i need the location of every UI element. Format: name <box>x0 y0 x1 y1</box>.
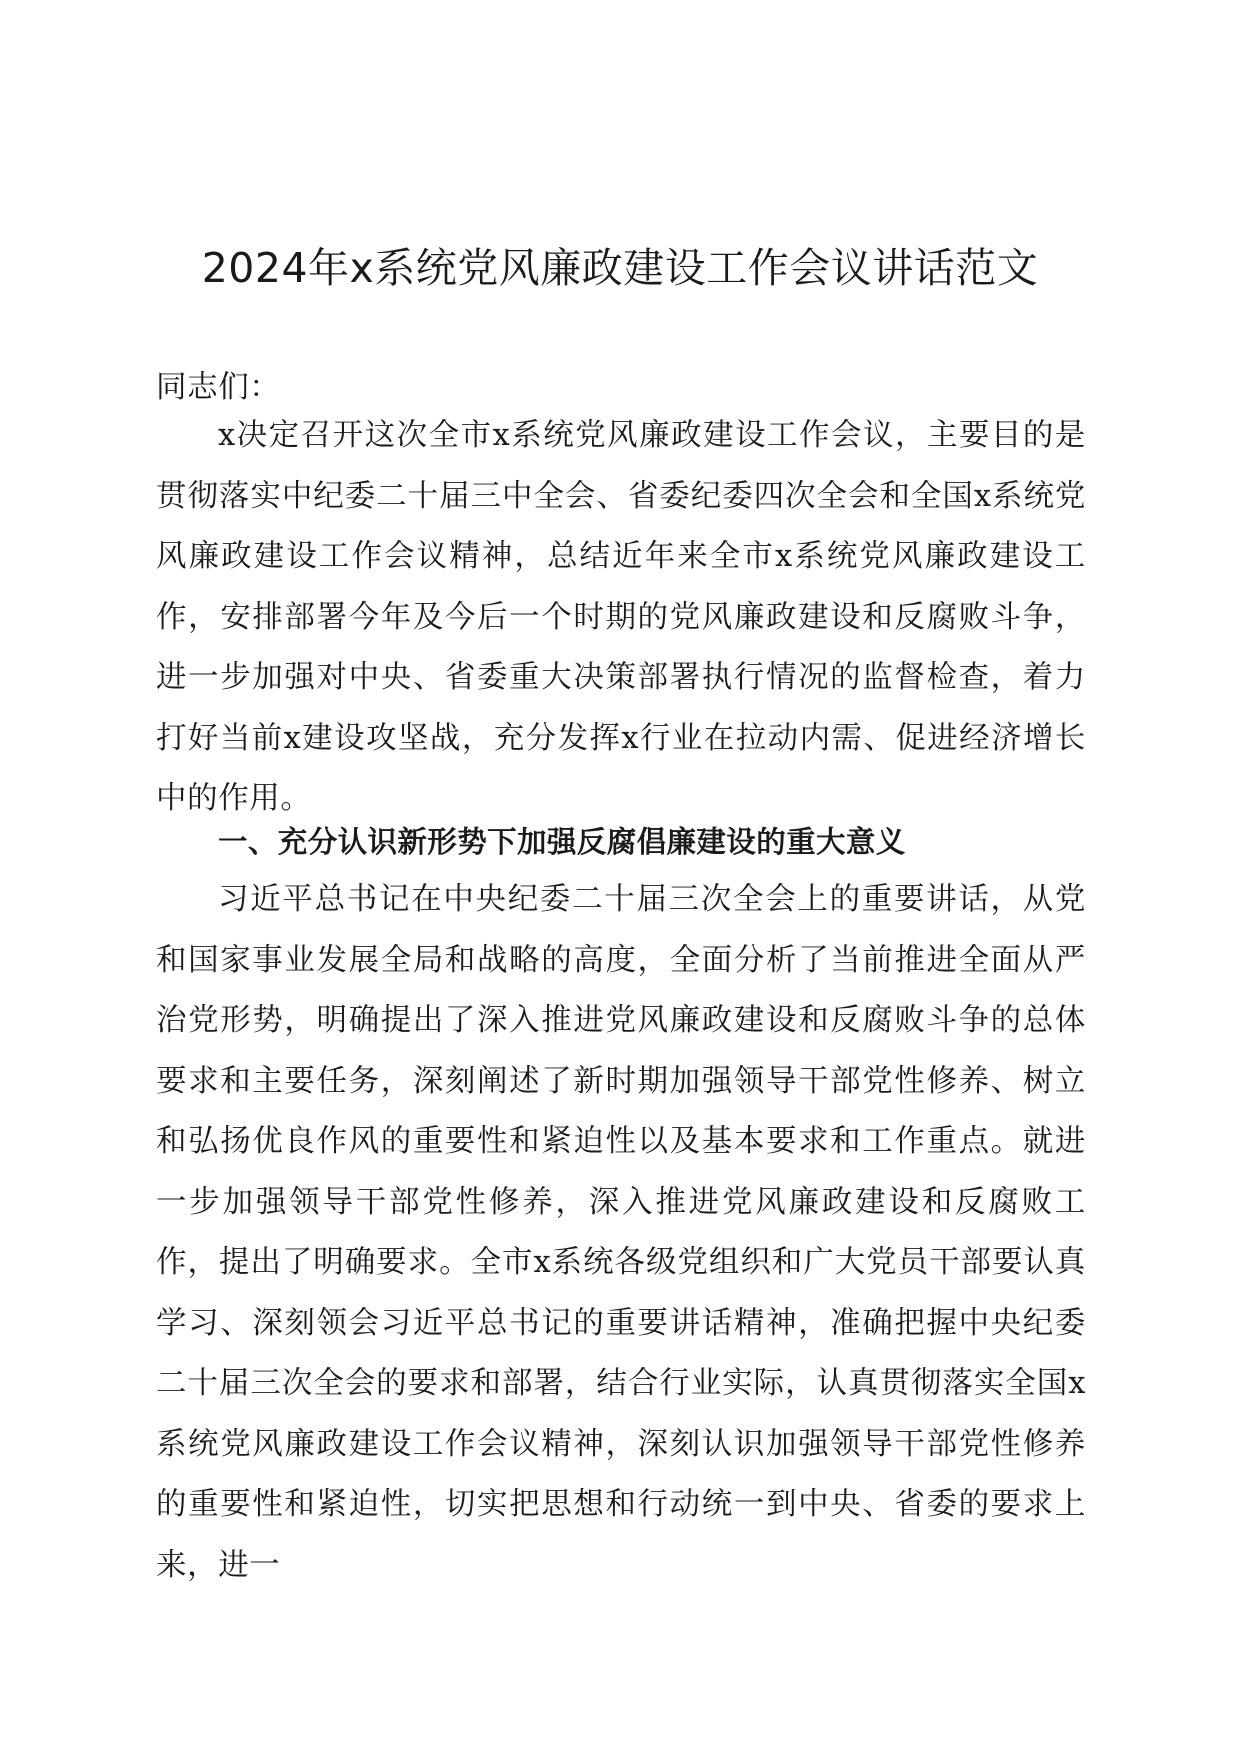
greeting: 同志们： <box>156 370 281 405</box>
body-paragraph-intro: x决定召开这次全市x系统党风廉政建设工作会议，主要目的是贯彻落实中纪委二十届三中全会、省委纪委四次全会和全国x系统党风廉政建设工作会议精神，总结近年来全市x系统党风廉政建设工作，安排部署今年及今后一个时期的党风廉政建设和反腐败斗争，进一步加强对中央、省委重大决策部署执行情况的监督检查，着力打好当前x建设攻坚战，充分发挥x行业在拉动内需、促进经济增长中的作用。 <box>156 418 1086 816</box>
section-heading-1: 一、充分认识新形势下加强反腐倡廉建设的重大意义 <box>218 825 906 859</box>
body-paragraph-section-1: 习近平总书记在中央纪委二十届三次全会上的重要讲话，从党和国家事业发展全局和战略的高度，全面分析了当前推进全面从严治党形势，明确提出了深入推进党风廉政建设和反腐败斗争的总体要求和主要任务，深刻阐述了新时期加强领导干部党性修养、树立和弘扬优良作风的重要性和紧迫性以及基本要求和工作重点。就进一步加强领导干部党性修养，深入推进党风廉政建设和反腐败工作，提出了明确要求。全市x系统各级党组织和广大党员干部要认真学习、深刻领会习近平总书记的重要讲话精神，准确把握中央纪委二十届三次全会的要求和部署，结合行业实际，认真贯彻落实全国x系统党风廉政建设工作会议精神，深刻认识加强领导干部党性修养的重要性和紧迫性，切实把思想和行动统一到中央、省委的要求上来，进一 <box>156 882 1086 1583</box>
document-title: 2024年x系统党风廉政建设工作会议讲话范文 <box>201 244 1039 292</box>
